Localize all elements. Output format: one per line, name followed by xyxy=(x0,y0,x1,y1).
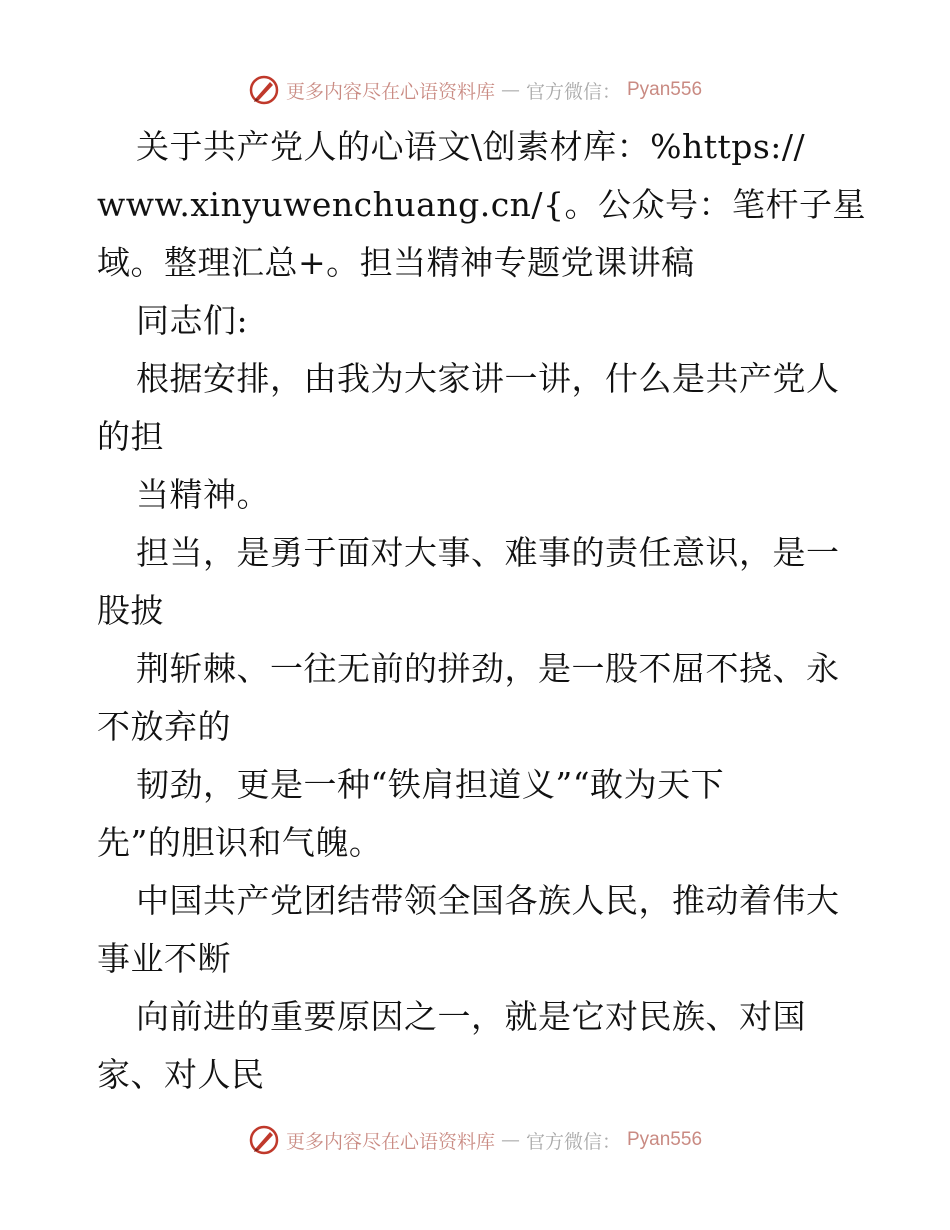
footer-watermark xyxy=(0,1120,950,1160)
text-line: 韧劲，更是一种“铁肩担道义”“敢为天下 xyxy=(136,765,725,804)
watermark-official: 官方微信： xyxy=(525,80,621,103)
text-line: 荆斩棘、一往无前的拼劲，是一股不屈不挠、永 xyxy=(136,649,840,688)
text-line: 关于共产党人的心语文\创素材库：%https:// xyxy=(136,127,806,166)
watermark-official: 官方微信： xyxy=(525,1130,621,1153)
watermark-separator: — xyxy=(500,79,520,101)
watermark-brand: 更多内容尽在心语资料库 xyxy=(285,80,495,103)
watermark-separator: — xyxy=(500,1129,520,1151)
text-line: 域。整理汇总+。担当精神专题党课讲稿 xyxy=(97,243,695,282)
text-line: 当精神。 xyxy=(136,475,270,514)
document-body xyxy=(97,118,867,1104)
watermark-wechat-id: Pyan556 xyxy=(627,1129,703,1150)
header-watermark xyxy=(0,70,950,110)
pen-logo-icon xyxy=(248,1124,280,1156)
watermark-brand: 更多内容尽在心语资料库 xyxy=(285,1130,495,1153)
text-line: 担当，是勇于面对大事、难事的责任意识，是一 xyxy=(136,533,840,572)
pen-logo-icon xyxy=(248,74,280,106)
watermark-wechat-id: Pyan556 xyxy=(627,79,703,100)
text-line: 向前进的重要原因之一，就是它对民族、对国 xyxy=(136,997,806,1036)
text-line: 先”的胆识和气魄。 xyxy=(97,823,383,862)
text-line: 事业不断 xyxy=(97,939,231,978)
text-line: 不放弃的 xyxy=(97,707,231,746)
text-line: 的担 xyxy=(97,417,164,456)
text-line: 根据安排，由我为大家讲一讲，什么是共产党人 xyxy=(136,359,840,398)
text-line: 股披 xyxy=(97,591,164,630)
text-line: 家、对人民 xyxy=(97,1055,265,1094)
text-line: 中国共产党团结带领全国各族人民，推动着伟大 xyxy=(136,881,840,920)
text-line: 同志们: xyxy=(136,301,249,340)
text-line: www.xinyuwenchuang.cn/{。公众号：笔杆子星 xyxy=(97,185,867,224)
